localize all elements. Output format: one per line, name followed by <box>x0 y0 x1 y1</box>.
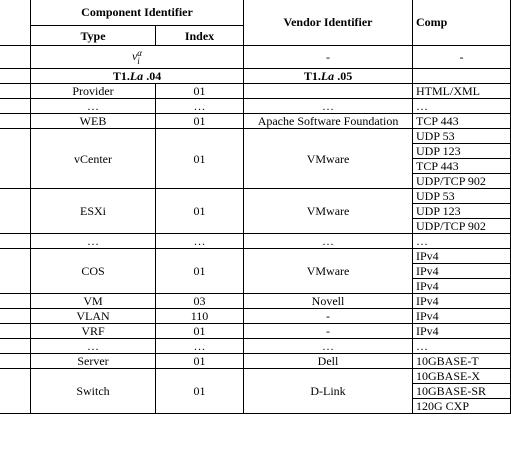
index-cell: 01 <box>156 129 244 189</box>
table-row <box>0 324 511 339</box>
section-right-cell: T1.La .05 <box>244 69 413 84</box>
protocol-cell: IPv4 <box>413 249 511 264</box>
protocol-cell: HTML/XML <box>413 84 511 99</box>
table-row <box>0 234 511 249</box>
left-edge-cell <box>0 69 31 84</box>
protocol-cell: IPv4 <box>413 279 511 294</box>
vendor-cell: … <box>244 234 413 249</box>
left-edge-cell <box>0 189 31 234</box>
index-cell: 01 <box>156 369 244 414</box>
vendor-cell: … <box>244 339 413 354</box>
symbol-vendor-cell: - <box>244 46 413 69</box>
index-cell: 01 <box>156 354 244 369</box>
index-cell: 01 <box>156 324 244 339</box>
protocol-cell: 10GBASE-SR <box>413 384 511 399</box>
symbol-sub: i <box>137 56 140 66</box>
symbol-scripts <box>137 49 142 65</box>
index-cell: … <box>156 339 244 354</box>
protocol-cell: UDP 53 <box>413 189 511 204</box>
index-cell: 01 <box>156 114 244 129</box>
left-edge-cell <box>0 354 31 369</box>
protocol-cell: IPv4 <box>413 324 511 339</box>
protocol-cell: 10GBASE-X <box>413 369 511 384</box>
type-cell: ESXi <box>31 189 156 234</box>
table-row <box>0 294 511 309</box>
left-edge-cell <box>0 369 31 414</box>
table-row <box>0 354 511 369</box>
protocol-cell: UDP/TCP 902 <box>413 219 511 234</box>
table-row <box>0 114 511 129</box>
type-cell: … <box>31 339 156 354</box>
symbol-var: v <box>131 48 138 63</box>
section-component-cell <box>413 69 511 84</box>
table-row <box>0 249 511 264</box>
type-cell: VRF <box>31 324 156 339</box>
protocol-cell: UDP/TCP 902 <box>413 174 511 189</box>
type-cell: Provider <box>31 84 156 99</box>
left-edge-cell <box>0 324 31 339</box>
symbol-sup: α <box>137 47 143 58</box>
index-cell: 03 <box>156 294 244 309</box>
left-edge-cell <box>0 249 31 294</box>
type-cell: WEB <box>31 114 156 129</box>
protocol-cell: IPv4 <box>413 309 511 324</box>
index-cell: … <box>156 99 244 114</box>
index-cell: … <box>156 234 244 249</box>
index-cell: 01 <box>156 84 244 99</box>
protocol-cell: IPv4 <box>413 294 511 309</box>
protocol-cell: TCP 443 <box>413 114 511 129</box>
table-row <box>0 339 511 354</box>
header-row-1 <box>0 0 511 26</box>
protocol-cell: … <box>413 339 511 354</box>
vendor-cell <box>244 84 413 99</box>
protocol-cell: 10GBASE-T <box>413 354 511 369</box>
index-header: Index <box>156 26 244 46</box>
vendor-cell: Apache Software Foundation <box>244 114 413 129</box>
type-cell: VM <box>31 294 156 309</box>
type-cell: VLAN <box>31 309 156 324</box>
left-edge-header-cell <box>0 0 31 46</box>
component-identifier-header: Component Identifier <box>31 0 244 26</box>
index-cell: 110 <box>156 309 244 324</box>
vendor-cell: VMware <box>244 129 413 189</box>
vendor-cell: VMware <box>244 249 413 294</box>
protocol-cell: TCP 443 <box>413 159 511 174</box>
vendor-cell: D-Link <box>244 369 413 414</box>
type-cell: vCenter <box>31 129 156 189</box>
left-edge-cell <box>0 309 31 324</box>
vendor-cell: - <box>244 309 413 324</box>
table-row <box>0 99 511 114</box>
protocol-cell: UDP 53 <box>413 129 511 144</box>
vendor-cell: VMware <box>244 189 413 234</box>
protocol-cell: IPv4 <box>413 264 511 279</box>
protocol-cell: 120G CXP <box>413 399 511 414</box>
left-edge-cell <box>0 294 31 309</box>
vendor-cell: - <box>244 324 413 339</box>
section-left-cell: T1.La .04 <box>31 69 244 84</box>
left-edge-cell <box>0 114 31 129</box>
index-cell: 01 <box>156 189 244 234</box>
table-row <box>0 309 511 324</box>
vendor-cell: Novell <box>244 294 413 309</box>
left-edge-cell <box>0 339 31 354</box>
vendor-cell: Dell <box>244 354 413 369</box>
vendor-identifier-header: Vendor Identifier <box>244 0 413 46</box>
protocol-cell: UDP 123 <box>413 204 511 219</box>
index-cell: 01 <box>156 249 244 294</box>
type-cell: … <box>31 234 156 249</box>
protocol-cell: … <box>413 99 511 114</box>
table-row <box>0 369 511 384</box>
left-edge-cell <box>0 129 31 189</box>
type-header: Type <box>31 26 156 46</box>
vendor-cell: … <box>244 99 413 114</box>
table-row <box>0 189 511 204</box>
section-row <box>0 69 511 84</box>
protocol-cell: … <box>413 234 511 249</box>
type-cell: Server <box>31 354 156 369</box>
symbol-row <box>0 46 511 69</box>
left-edge-cell <box>0 99 31 114</box>
left-edge-cell <box>0 234 31 249</box>
symbol-component-cell: - <box>413 46 511 69</box>
type-cell: Switch <box>31 369 156 414</box>
symbol-cell <box>31 46 244 69</box>
left-edge-cell <box>0 46 31 69</box>
left-edge-cell <box>0 84 31 99</box>
table-row <box>0 129 511 144</box>
type-cell: COS <box>31 249 156 294</box>
protocol-cell: UDP 123 <box>413 144 511 159</box>
table-row <box>0 84 511 99</box>
component-header: Comp <box>413 0 511 46</box>
type-cell: … <box>31 99 156 114</box>
